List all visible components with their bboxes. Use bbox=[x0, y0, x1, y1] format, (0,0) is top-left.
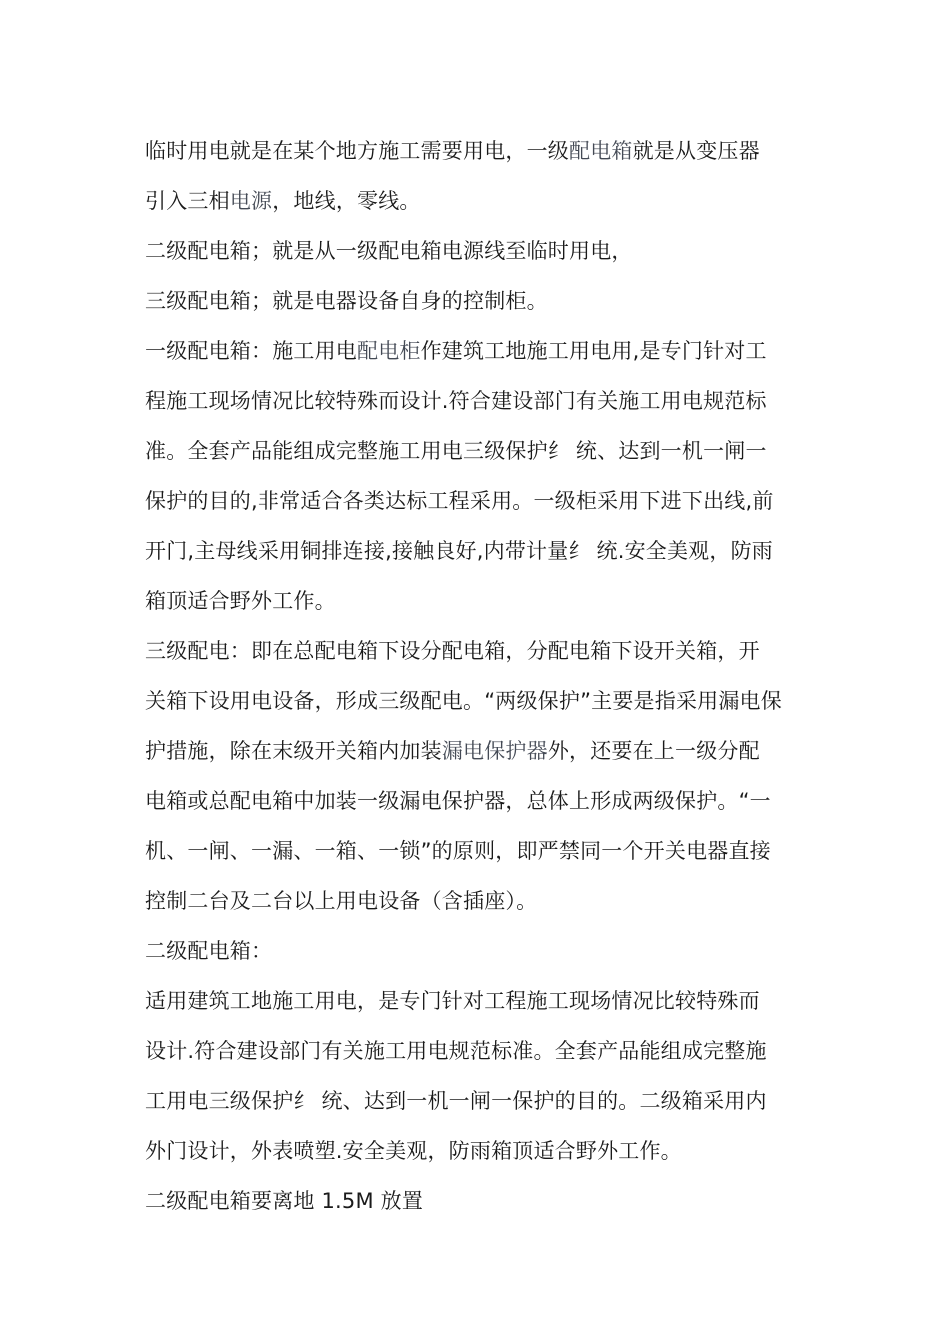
text-line bbox=[145, 536, 773, 566]
text-segment: 二级配电箱要离地 1.5M 放置 bbox=[145, 1189, 424, 1213]
text-segment: 就是从变压器 bbox=[632, 139, 760, 163]
text-segment: 电箱或总配电箱中加装一级漏电保护器，总体上形成两级保护。“一 bbox=[145, 789, 771, 813]
text-segment: 工用电三级保护纟 统、达到一机一闸一保护的目的。二级箱采用内 bbox=[145, 1089, 767, 1113]
text-segment: 箱顶适合野外工作。 bbox=[145, 589, 336, 613]
text-segment: 引入三相 bbox=[145, 189, 230, 213]
highlighted-term: 漏电保护器 bbox=[441, 739, 548, 763]
text-line bbox=[145, 136, 760, 166]
text-line bbox=[145, 986, 760, 1016]
text-segment: 保护的目的,非常适合各类达标工程采用。一级柜采用下进下出线,前 bbox=[145, 489, 774, 513]
text-line bbox=[145, 1136, 682, 1166]
text-line bbox=[145, 786, 771, 816]
text-line bbox=[145, 686, 782, 716]
text-line bbox=[145, 1086, 767, 1116]
text-segment: 三级配电箱；就是电器设备自身的控制柜。 bbox=[145, 289, 548, 313]
text-line bbox=[145, 236, 633, 266]
text-segment: 护措施，除在末级开关箱内加装 bbox=[145, 739, 442, 763]
text-segment: 外，还要在上一级分配 bbox=[547, 739, 760, 763]
text-line bbox=[145, 886, 537, 916]
text-segment: 作建筑工地施工用电用,是专门针对工 bbox=[420, 339, 767, 363]
text-segment: 设计.符合建设部门有关施工用电规范标准。全套产品能组成完整施 bbox=[145, 1039, 767, 1063]
text-line bbox=[145, 836, 771, 866]
text-line bbox=[145, 586, 336, 616]
text-segment: 二级配电箱： bbox=[145, 939, 273, 963]
highlighted-term: 配电箱 bbox=[569, 139, 633, 163]
text-line bbox=[145, 736, 760, 766]
text-segment: 一级配电箱：施工用电 bbox=[145, 339, 357, 363]
highlighted-term: 配电柜 bbox=[357, 339, 421, 363]
text-segment: 二级配电箱；就是从一级配电箱电源线至临时用电， bbox=[145, 239, 633, 263]
text-segment: 开门,主母线采用铜排连接,接触良好,内带计量纟 统.安全美观，防雨 bbox=[145, 539, 773, 563]
text-segment: 准。全套产品能组成完整施工用电三级保护纟 统、达到一机一闸一 bbox=[145, 439, 767, 463]
text-segment: 临时用电就是在某个地方施工需要用电，一级 bbox=[145, 139, 569, 163]
text-line bbox=[145, 386, 767, 416]
text-segment: 三级配电：即在总配电箱下设分配电箱，分配电箱下设开关箱，开 bbox=[145, 639, 760, 663]
text-line bbox=[145, 936, 272, 966]
text-line bbox=[145, 336, 767, 366]
text-line bbox=[145, 486, 774, 516]
text-line bbox=[145, 186, 421, 216]
text-line bbox=[145, 1036, 767, 1066]
text-segment: 程施工现场情况比较特殊而设计.符合建设部门有关施工用电规范标 bbox=[145, 389, 767, 413]
text-segment: ，地线，零线。 bbox=[272, 189, 421, 213]
text-segment: 机、一闸、一漏、一箱、一锁”的原则，即严禁同一个开关电器直接 bbox=[145, 839, 771, 863]
text-segment: 控制二台及二台以上用电设备（含插座）。 bbox=[145, 889, 538, 913]
text-segment: 关箱下设用电设备，形成三级配电。“两级保护”主要是指采用漏电保 bbox=[145, 689, 782, 713]
text-segment: 外门设计，外表喷塑.安全美观，防雨箱顶适合野外工作。 bbox=[145, 1139, 682, 1163]
text-line bbox=[145, 436, 767, 466]
text-segment: 适用建筑工地施工用电，是专门针对工程施工现场情况比较特殊而 bbox=[145, 989, 760, 1013]
text-line bbox=[145, 636, 760, 666]
highlighted-term: 电源 bbox=[229, 189, 273, 213]
text-line bbox=[145, 1186, 423, 1216]
text-line bbox=[145, 286, 548, 316]
